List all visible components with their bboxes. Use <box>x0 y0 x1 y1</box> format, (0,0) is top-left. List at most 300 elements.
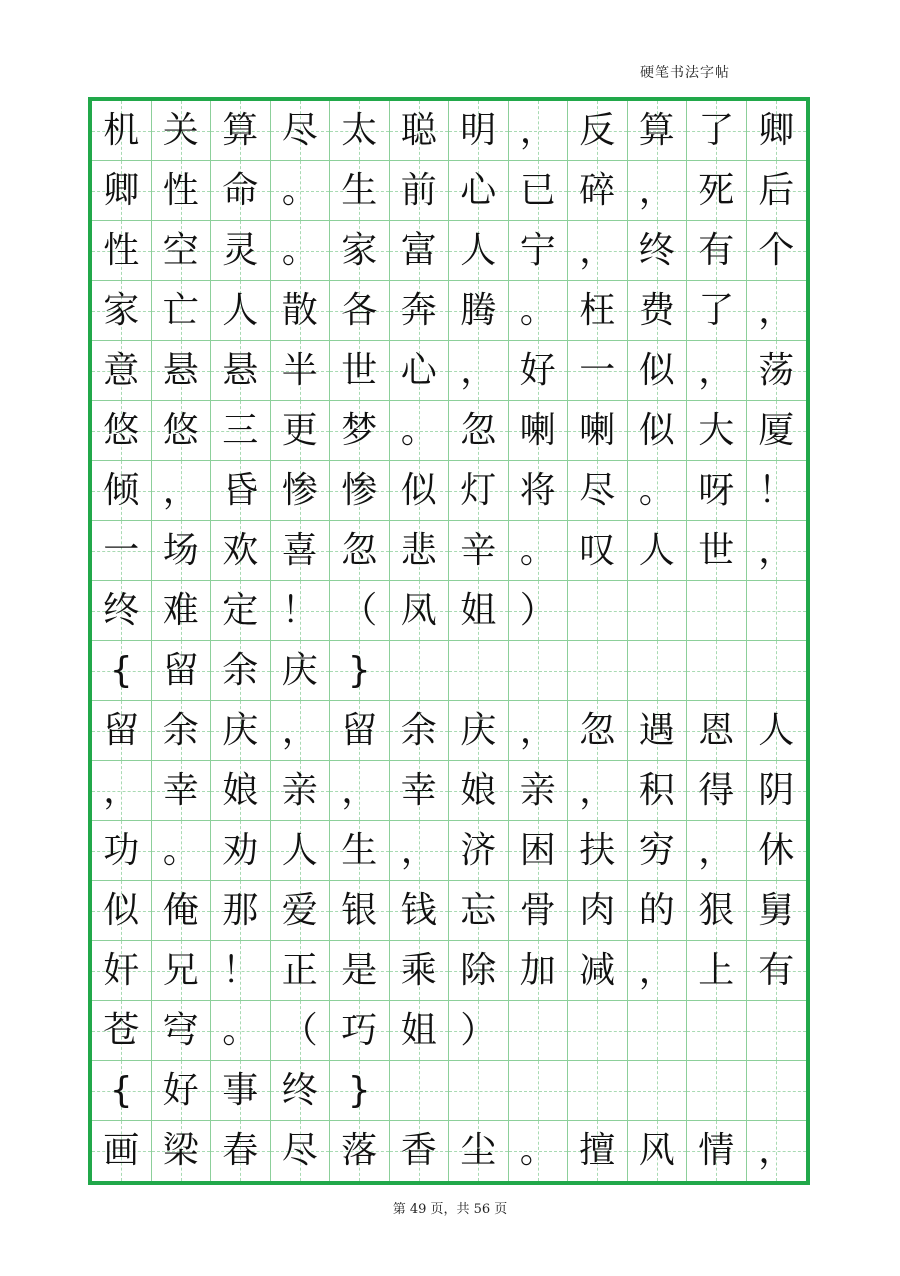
grid-cell <box>271 341 331 401</box>
grid-character: ， <box>103 769 140 811</box>
grid-character: 亲 <box>281 769 318 811</box>
grid-cell <box>330 941 390 1001</box>
grid-character: 人 <box>281 829 318 871</box>
grid-character: 关 <box>162 109 199 151</box>
grid-character: 终 <box>638 229 675 271</box>
grid-cell <box>271 221 331 281</box>
grid-cell <box>211 341 271 401</box>
grid-character: 惨 <box>341 469 378 511</box>
grid-cell <box>449 1121 509 1181</box>
grid-character: 幸 <box>400 769 437 811</box>
grid-cell <box>330 1001 390 1061</box>
grid-cell <box>211 401 271 461</box>
grid-cell <box>509 1001 569 1061</box>
grid-cell <box>568 581 628 641</box>
grid-character: 得 <box>698 769 735 811</box>
grid-character: 将 <box>519 469 556 511</box>
grid-character: 擅 <box>579 1130 616 1171</box>
grid-character: } <box>347 1069 371 1111</box>
grid-cell <box>271 881 331 941</box>
grid-cell <box>330 341 390 401</box>
grid-character: ） <box>460 1009 497 1051</box>
grid-character: 穹 <box>162 1009 199 1051</box>
grid-character: 的 <box>638 889 675 931</box>
grid-cell <box>152 1061 212 1121</box>
grid-cell <box>211 821 271 881</box>
practice-grid <box>88 97 810 1185</box>
grid-character: 。 <box>162 829 199 871</box>
grid-cell <box>509 581 569 641</box>
grid-cell <box>271 1001 331 1061</box>
grid-character: 留 <box>162 649 199 691</box>
grid-character: 似 <box>638 349 675 391</box>
grid-cell <box>449 281 509 341</box>
grid-character: 一 <box>103 529 140 571</box>
grid-cell <box>211 941 271 1001</box>
grid-cell <box>509 1121 569 1181</box>
grid-cell <box>449 341 509 401</box>
grid-cell <box>568 221 628 281</box>
grid-cell <box>390 821 450 881</box>
grid-character: ， <box>698 829 735 871</box>
grid-character: 尘 <box>460 1130 497 1171</box>
grid-character: 喇 <box>579 409 616 451</box>
grid-cell <box>747 761 807 821</box>
grid-cell <box>568 1121 628 1181</box>
grid-character: 正 <box>281 949 318 991</box>
grid-character: （ <box>281 1009 318 1051</box>
grid-cell <box>211 641 271 701</box>
grid-character: { <box>109 649 133 691</box>
grid-character: 尽 <box>281 1130 318 1171</box>
grid-character: 好 <box>519 349 556 391</box>
grid-cell <box>390 641 450 701</box>
grid-cell <box>687 161 747 221</box>
grid-cell <box>211 761 271 821</box>
grid-cell <box>211 101 271 161</box>
grid-character: 呀 <box>698 469 735 511</box>
grid-cell <box>568 761 628 821</box>
grid-cell <box>211 881 271 941</box>
grid-cell <box>687 1061 747 1121</box>
grid-character: 扶 <box>579 829 616 871</box>
grid-character: 劝 <box>222 829 259 871</box>
grid-character: 。 <box>519 1130 556 1171</box>
grid-character: 恩 <box>698 709 735 751</box>
grid-cell <box>747 1121 807 1181</box>
grid-character: 留 <box>103 709 140 751</box>
grid-character: 世 <box>698 529 735 571</box>
grid-character: 性 <box>162 169 199 211</box>
grid-cell <box>449 881 509 941</box>
grid-cell <box>449 581 509 641</box>
grid-cell <box>687 881 747 941</box>
grid-character: 悠 <box>162 409 199 451</box>
grid-character: 巧 <box>341 1009 378 1051</box>
grid-character: 姐 <box>400 1009 437 1051</box>
grid-cell <box>509 401 569 461</box>
grid-cell <box>449 761 509 821</box>
grid-cell <box>628 581 688 641</box>
grid-cell <box>747 701 807 761</box>
grid-cell <box>271 281 331 341</box>
grid-character: 卿 <box>103 169 140 211</box>
grid-character: 叹 <box>579 529 616 571</box>
grid-character: 功 <box>103 829 140 871</box>
grid-cell <box>568 521 628 581</box>
grid-cell <box>628 1061 688 1121</box>
grid-character: 春 <box>222 1130 259 1171</box>
grid-cell <box>747 161 807 221</box>
grid-character: 人 <box>222 289 259 331</box>
grid-cell <box>628 881 688 941</box>
grid-character: 那 <box>222 889 259 931</box>
grid-cell <box>568 881 628 941</box>
grid-cell <box>509 641 569 701</box>
grid-character: 费 <box>638 289 675 331</box>
grid-character: 三 <box>222 409 259 451</box>
grid-cell <box>509 161 569 221</box>
grid-cell <box>628 401 688 461</box>
grid-character: 凤 <box>400 589 437 631</box>
grid-character: （ <box>341 589 378 631</box>
grid-cell <box>211 1001 271 1061</box>
grid-character: 悬 <box>162 349 199 391</box>
grid-character: 。 <box>281 169 318 211</box>
grid-cell <box>152 701 212 761</box>
grid-character: 灯 <box>460 469 497 511</box>
grid-cell <box>449 941 509 1001</box>
grid-cell <box>330 161 390 221</box>
grid-cell <box>271 521 331 581</box>
grid-character: 留 <box>341 709 378 751</box>
grid-character: 意 <box>103 349 140 391</box>
grid-character: 后 <box>758 169 795 211</box>
grid-character: 散 <box>281 289 318 331</box>
grid-cell <box>211 701 271 761</box>
grid-cell <box>628 1121 688 1181</box>
grid-cell <box>509 221 569 281</box>
grid-cell <box>628 701 688 761</box>
grid-character: 家 <box>103 289 140 331</box>
grid-cell <box>92 461 152 521</box>
grid-character: 阴 <box>758 769 795 811</box>
grid-character: 辛 <box>460 529 497 571</box>
grid-cell <box>152 341 212 401</box>
grid-cell <box>271 1061 331 1121</box>
grid-cell <box>628 221 688 281</box>
grid-cell <box>152 161 212 221</box>
grid-cell <box>687 581 747 641</box>
grid-character: 除 <box>460 949 497 991</box>
grid-cell <box>628 641 688 701</box>
grid-character: 更 <box>281 409 318 451</box>
grid-character: 幸 <box>162 769 199 811</box>
grid-cell <box>92 701 152 761</box>
grid-character: 心 <box>460 169 497 211</box>
grid-character: 家 <box>341 229 378 271</box>
grid-cell <box>449 521 509 581</box>
grid-cell <box>449 821 509 881</box>
grid-cell <box>449 701 509 761</box>
grid-cell <box>152 401 212 461</box>
grid-cell <box>687 461 747 521</box>
grid-cell <box>628 161 688 221</box>
grid-cell <box>152 641 212 701</box>
grid-cell <box>92 341 152 401</box>
grid-character: } <box>347 649 371 691</box>
grid-character: 似 <box>638 409 675 451</box>
grid-cell <box>330 221 390 281</box>
grid-character: 终 <box>103 589 140 631</box>
grid-character: 生 <box>341 169 378 211</box>
grid-cell <box>92 941 152 1001</box>
grid-character: ！ <box>758 469 795 511</box>
grid-character: 困 <box>519 829 556 871</box>
grid-character: 悬 <box>222 349 259 391</box>
grid-cell <box>330 521 390 581</box>
grid-cell <box>687 401 747 461</box>
grid-character: 灵 <box>222 229 259 271</box>
grid-cell <box>687 941 747 1001</box>
grid-cell <box>568 461 628 521</box>
grid-cell <box>449 221 509 281</box>
grid-character: 命 <box>222 169 259 211</box>
grid-cell <box>390 941 450 1001</box>
grid-character: 画 <box>103 1130 140 1171</box>
grid-character: 生 <box>341 829 378 871</box>
grid-cell <box>330 641 390 701</box>
grid-cell <box>390 881 450 941</box>
grid-character: 余 <box>222 649 259 691</box>
grid-character: 腾 <box>460 289 497 331</box>
grid-character: ， <box>698 349 735 391</box>
grid-cell <box>390 161 450 221</box>
grid-cell <box>687 221 747 281</box>
grid-cell <box>271 401 331 461</box>
grid-character: 明 <box>460 109 497 151</box>
grid-character: 奸 <box>103 949 140 991</box>
grid-character: 似 <box>400 469 437 511</box>
grid-cell <box>747 281 807 341</box>
grid-character: 有 <box>758 949 795 991</box>
grid-cell <box>568 821 628 881</box>
grid-character: 昏 <box>222 469 259 511</box>
grid-character: 有 <box>698 229 735 271</box>
grid-character: 减 <box>579 949 616 991</box>
grid-character: 济 <box>460 829 497 871</box>
grid-cell <box>271 101 331 161</box>
grid-cell <box>628 281 688 341</box>
grid-cell <box>92 641 152 701</box>
grid-cell <box>687 641 747 701</box>
grid-cell <box>628 461 688 521</box>
grid-cell <box>211 281 271 341</box>
grid-character: 香 <box>400 1130 437 1171</box>
grid-cell <box>747 461 807 521</box>
grid-cell <box>271 641 331 701</box>
grid-cell <box>747 341 807 401</box>
grid-character: 穷 <box>638 829 675 871</box>
grid-cell <box>509 821 569 881</box>
grid-character: 似 <box>103 889 140 931</box>
grid-cell <box>390 221 450 281</box>
grid-cell <box>390 1121 450 1181</box>
grid-cell <box>152 281 212 341</box>
grid-cell <box>687 521 747 581</box>
grid-character: 庆 <box>281 649 318 691</box>
grid-cell <box>271 581 331 641</box>
grid-cell <box>92 761 152 821</box>
grid-cell <box>747 401 807 461</box>
grid-character: ） <box>519 589 556 631</box>
grid-cell <box>568 341 628 401</box>
grid-character: 梁 <box>162 1130 199 1171</box>
grid-cell <box>509 881 569 941</box>
grid-cell <box>92 1061 152 1121</box>
grid-character: 舅 <box>758 889 795 931</box>
grid-cell <box>271 761 331 821</box>
grid-character: ， <box>162 469 199 511</box>
grid-character: 娘 <box>460 769 497 811</box>
grid-cell <box>747 821 807 881</box>
grid-character: ， <box>579 769 616 811</box>
grid-character: 荡 <box>758 349 795 391</box>
grid-character: 事 <box>222 1069 259 1111</box>
grid-character: 钱 <box>400 889 437 931</box>
grid-cell <box>747 101 807 161</box>
grid-cell <box>509 281 569 341</box>
grid-character: 各 <box>341 289 378 331</box>
grid-cell <box>687 821 747 881</box>
grid-character: 难 <box>162 589 199 631</box>
grid-cell <box>628 821 688 881</box>
grid-character: 富 <box>400 229 437 271</box>
grid-cell <box>568 401 628 461</box>
grid-character: 喇 <box>519 409 556 451</box>
grid-cell <box>330 101 390 161</box>
grid-cell <box>747 641 807 701</box>
grid-cell <box>92 1121 152 1181</box>
grid-cell <box>390 341 450 401</box>
grid-cell <box>330 1121 390 1181</box>
grid-cell <box>568 641 628 701</box>
grid-character: ！ <box>222 949 259 991</box>
grid-cell <box>509 101 569 161</box>
grid-cell <box>747 521 807 581</box>
grid-character: 人 <box>638 529 675 571</box>
grid-character: 。 <box>519 529 556 571</box>
grid-cell <box>211 581 271 641</box>
grid-character: 机 <box>103 109 140 151</box>
grid-cell <box>687 281 747 341</box>
grid-cell <box>747 1061 807 1121</box>
grid-character: 算 <box>638 109 675 151</box>
grid-cell <box>211 221 271 281</box>
grid-cell <box>152 1121 212 1181</box>
grid-character: 半 <box>281 349 318 391</box>
grid-character: ， <box>400 829 437 871</box>
grid-cell <box>152 461 212 521</box>
grid-cell <box>568 941 628 1001</box>
grid-character: 亡 <box>162 289 199 331</box>
grid-cell <box>509 521 569 581</box>
grid-character: 人 <box>460 229 497 271</box>
grid-cell <box>152 881 212 941</box>
grid-cell <box>390 761 450 821</box>
grid-cell <box>390 521 450 581</box>
grid-character: 尽 <box>281 109 318 151</box>
grid-cell <box>330 821 390 881</box>
grid-character: 休 <box>758 829 795 871</box>
grid-character: 余 <box>400 709 437 751</box>
grid-character: 。 <box>638 469 675 511</box>
grid-character: ！ <box>281 589 318 631</box>
grid-character: 余 <box>162 709 199 751</box>
grid-character: 太 <box>341 109 378 151</box>
grid-character: 是 <box>341 949 378 991</box>
grid-character: 。 <box>281 229 318 271</box>
grid-character: 。 <box>222 1009 259 1051</box>
grid-character: 银 <box>341 889 378 931</box>
grid-cell <box>509 941 569 1001</box>
grid-character: 空 <box>162 229 199 271</box>
grid-character: ， <box>519 109 556 151</box>
grid-character: ， <box>341 769 378 811</box>
grid-cell <box>92 821 152 881</box>
grid-cell <box>449 161 509 221</box>
grid-character: 枉 <box>579 289 616 331</box>
grid-character: 庆 <box>222 709 259 751</box>
grid-character: 心 <box>400 349 437 391</box>
grid-cell <box>449 401 509 461</box>
grid-character: ， <box>281 709 318 751</box>
grid-cell <box>687 701 747 761</box>
grid-cell <box>628 941 688 1001</box>
grid-cell <box>152 1001 212 1061</box>
grid-character: 。 <box>400 409 437 451</box>
grid-cell <box>152 581 212 641</box>
grid-cell <box>92 581 152 641</box>
page-header-title: 硬笔书法字帖 <box>640 65 730 81</box>
grid-character: 忘 <box>460 889 497 931</box>
grid-character: 喜 <box>281 529 318 571</box>
grid-cell <box>92 221 152 281</box>
grid-cell <box>152 521 212 581</box>
grid-cell <box>390 101 450 161</box>
grid-character: 上 <box>698 949 735 991</box>
grid-character: 忽 <box>579 709 616 751</box>
grid-character: 了 <box>698 109 735 151</box>
grid-cell <box>509 461 569 521</box>
grid-character: 梦 <box>341 409 378 451</box>
grid-character: 遇 <box>638 709 675 751</box>
grid-character: 悲 <box>400 529 437 571</box>
grid-cell <box>628 521 688 581</box>
grid-character: 终 <box>281 1069 318 1111</box>
grid-character: 定 <box>222 589 259 631</box>
grid-cell <box>747 581 807 641</box>
grid-cell <box>390 1061 450 1121</box>
grid-cell <box>92 521 152 581</box>
grid-character: 肉 <box>579 889 616 931</box>
grid-cell <box>330 581 390 641</box>
grid-cell <box>509 341 569 401</box>
grid-cell <box>330 401 390 461</box>
grid-cell <box>568 161 628 221</box>
grid-cell <box>390 701 450 761</box>
grid-cell <box>390 581 450 641</box>
